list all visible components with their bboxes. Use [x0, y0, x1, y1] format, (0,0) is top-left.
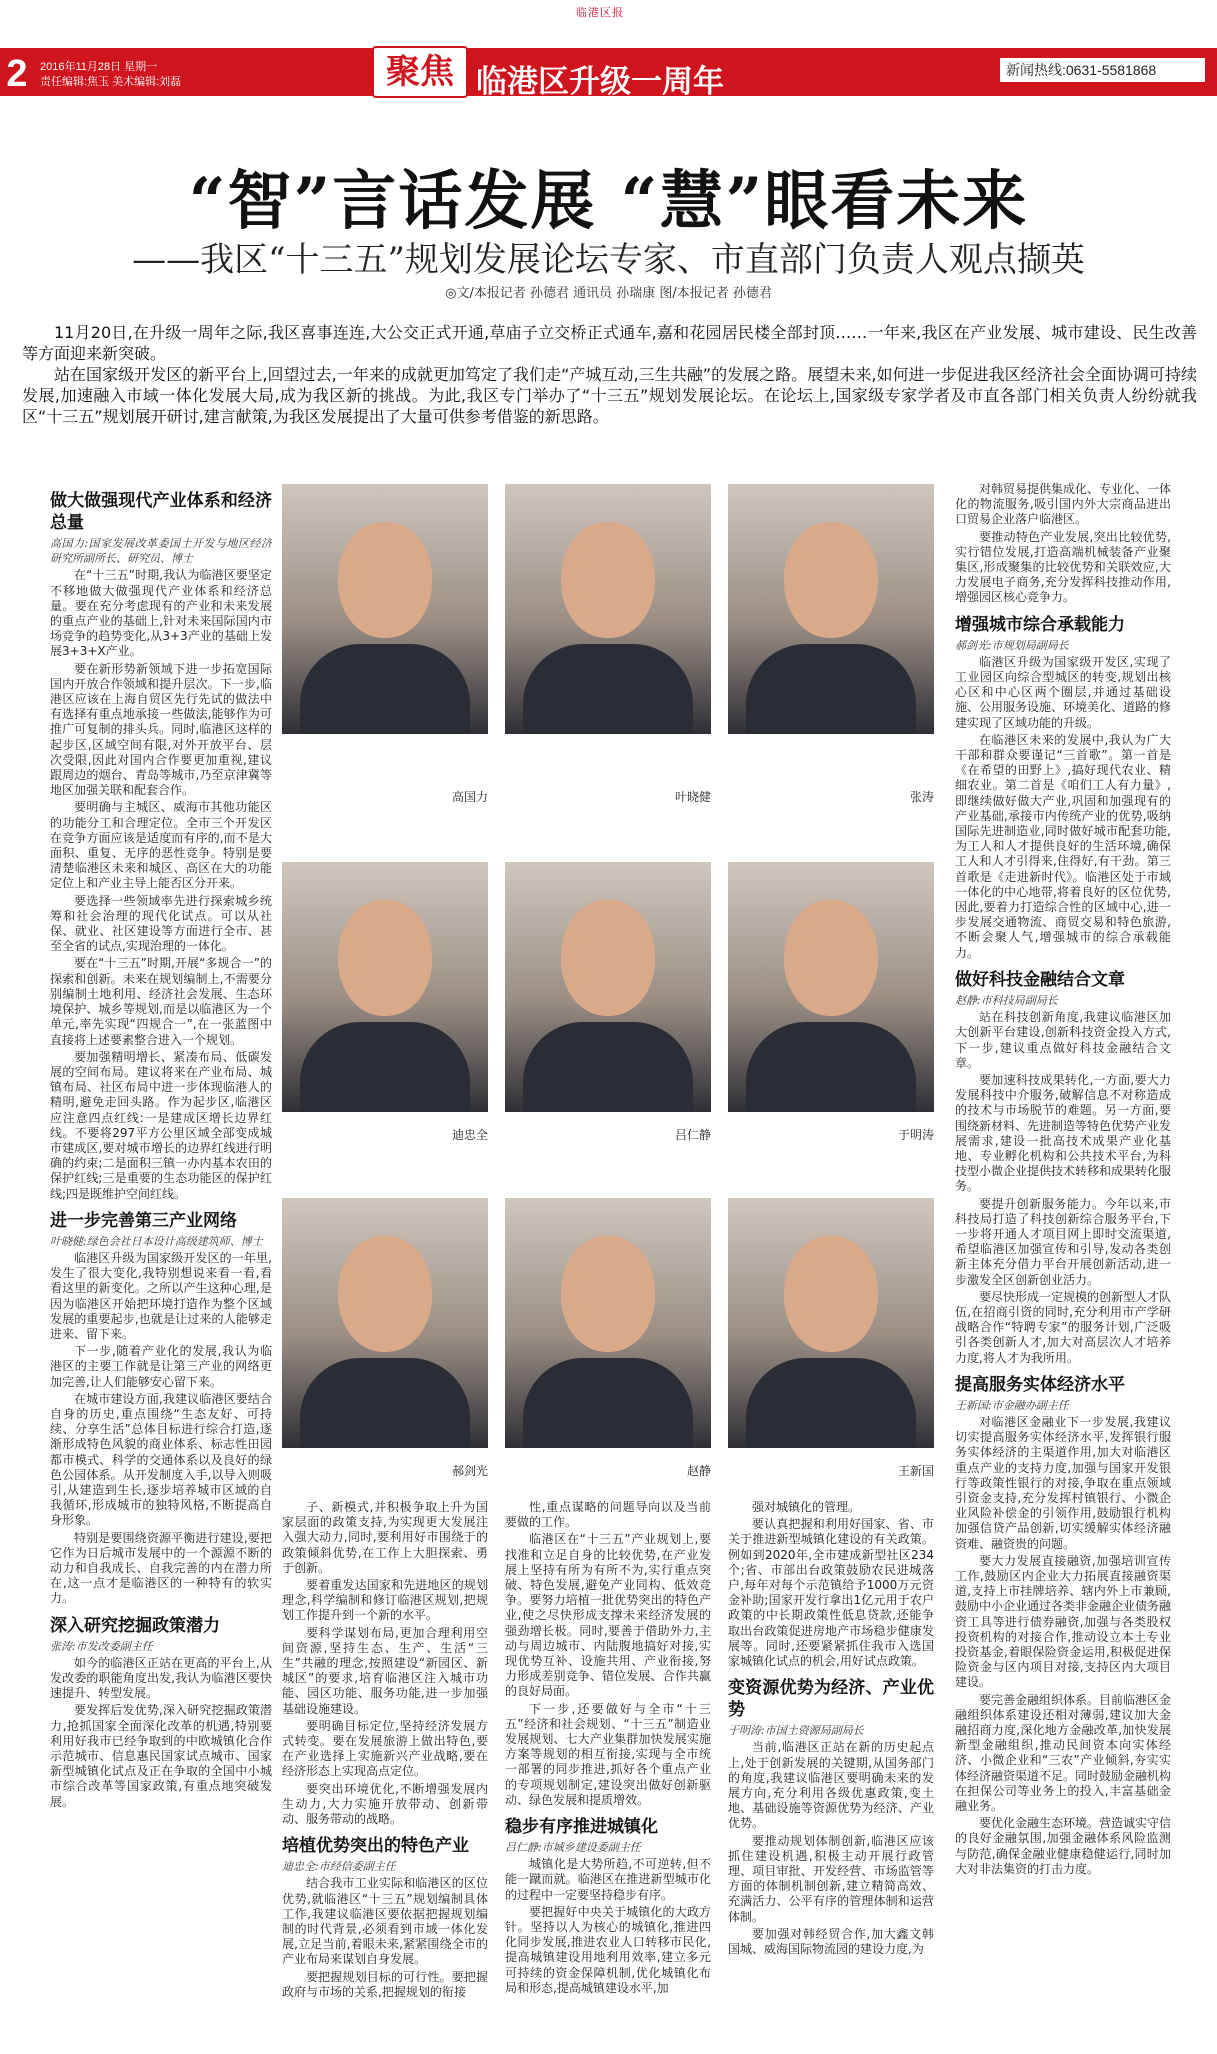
portrait-photo — [728, 1198, 934, 1448]
newspaper-logo: 临港区报 — [576, 6, 624, 19]
paragraph: 要提升创新服务能力。今年以来,市科技局打造了科技创新综合服务平台,下一步将开通人才项目网上即时交流渠道,希望临港区加强宣传和引导,发动各类创新主体充分借力平台开展创新活动,进一步激发全区创新创业活力。 — [955, 1196, 1171, 1287]
portrait-photo — [728, 862, 934, 1112]
speaker-credit: 王新国:市金融办副主任 — [955, 1398, 1069, 1412]
paragraph: 结合我市工业实际和临港区的区位优势,就临港区“十三五”规划编制具体工作,我建议临港区要依据把握规划编制的时代背景,必须看到市域一体化发展,立足当前,着眼未来,紧紧围绕全市的产业布局来谋划自身发展。 — [282, 1876, 488, 1967]
headline: “智”言话发展 “慧”眼看未来 — [188, 164, 1029, 239]
portrait-photo — [282, 1198, 488, 1448]
photo-caption: 高国力 — [451, 790, 488, 804]
paragraph: 要大力发展直接融资,加强培训宣传工作,鼓励区内企业大力拓展直接融资渠道,支持上市挂牌培养、辖内外上市兼顾,鼓励中小企业通过各类非金融企业债务融资工具等进行债券融资,加强与各类股权投资机构的对接合作,推动设立本土专业投资基金,着眼保险资金运用,积极促进保险资金与区内项目对接,支持区内大项目建设。 — [955, 1553, 1171, 1690]
speaker-credit: 于明涛:市国土资源局副局长 — [728, 1724, 864, 1738]
subhead: 深入研究挖掘政策潜力 — [50, 1615, 220, 1636]
subhead: 增强城市综合承载能力 — [955, 614, 1125, 635]
section-logo: 聚焦 — [372, 46, 468, 98]
photo-caption: 于明涛 — [897, 1128, 934, 1142]
news-hotline: 新闻热线:0631-5581868 — [1000, 58, 1205, 82]
speaker-credit: 迪忠全:市经信委副主任 — [282, 1860, 396, 1874]
portrait-photo — [282, 862, 488, 1112]
paragraph: 临港区升级为国家级开发区,实现了工业园区向综合型城区的转变,规划出核心区和中心区两个圈层,并通过基础设施、公用服务设施、环境美化、道路的修建实现了区域功能的升级。 — [955, 654, 1171, 730]
subheadline: ——我区“十三五”规划发展论坛专家、市直部门负责人观点撷英 — [132, 240, 1085, 280]
photo-caption: 叶晓健 — [674, 790, 711, 804]
lead-paragraph: 11月20日,在升级一周年之际,我区喜事连连,大公交正式开通,草庙子立交桥正式通车,嘉和花园居民楼全部封顶……一年来,我区在产业发展、城市建设、民生改善等方面迎来新突破。 — [22, 323, 1197, 363]
paragraph: 临港区在“十三五”产业规划上,要找准和立足自身的比较优势,在产业发展上坚持有所为有所不为,实行重点突破、特色发展,避免产业同构、低效竞争。要努力培植一批优势突出的特色产业,使之尽快形成支撑未来经济发展的强劲增长极。同时,要善于借助外力,主动与周边城市、内陆腹地搞好对接,实现优势互补、设施共用、产业衔接,努力形成差别竞争、错位发展、合作共赢的良好局面。 — [505, 1532, 711, 1699]
paragraph: 要推动特色产业发展,突出比较优势,实行错位发展,打造高端机械装备产业聚集区,形成聚集的比较优势和关联效应,大力发展电子商务,充分发挥科技推动作用,增强园区核心竞争力。 — [955, 529, 1171, 605]
paragraph: 要明确目标定位,坚持经济发展方式转变。要在发展旅游上做出特色,要在产业选择上实施新兴产业战略,要在经济形态上实现高点定位。 — [282, 1718, 488, 1779]
paragraph: 特别是要围绕资源平衡进行建设,要把它作为日后城市发展中的一个源源不断的动力和自我成长、自我完善的内在潜力所在,这一点才是临港区的一种特有的软实力。 — [50, 1530, 272, 1606]
paragraph: 要把握好中央关于城镇化的大政方针。坚持以人为核心的城镇化,推进四化同步发展,推进农业人口转移市民化,提高城镇建设用地利用效率,建立多元可持续的资金保障机制,优化城镇化布局和形态,提高城镇建设水平,加 — [505, 1904, 711, 1995]
editor-line: 责任编辑:焦玉 美术编辑:刘磊 — [40, 76, 182, 88]
photo-caption: 赵静 — [686, 1464, 711, 1478]
paragraph: 在城市建设方面,我建议临港区要结合自身的历史,重点围绕“生态友好、可持续、分享生活”总体目标进行综合打造,逐渐形成特色风貌的商业体系、标志性田园都市模式、科学的交通体系以及良好的绿色公园体系。从开发制度入手,以导入则吸引,从建造到生长,逐步培养城市区域的自我循环,形成城市的独特风格,不断提高自身形象。 — [50, 1391, 272, 1528]
speaker-credit: 张涛:市发改委副主任 — [50, 1639, 153, 1653]
paragraph: 下一步,还要做好与全市“十三五”经济和社会规划、“十三五”制造业发展规划、七大产业集群加快发展实施方案等规划的相互衔接,实现与全市统一部署的同步推进,抓好各个重点产业的专项规划制定,建设突出做好创新驱动、绿色发展和提质增效。 — [505, 1701, 711, 1807]
subhead: 稳步有序推进城镇化 — [505, 1817, 658, 1838]
paragraph: 要推动规划体制创新,临港区应该抓住建设机遇,积极主动开展行政管理、项目审批、开发经营、市场监管等方面的体制机制创新,建立精简高效、充满活力、公平有序的管理体制和运营体制。 — [728, 1833, 934, 1924]
paragraph: 要加速科技成果转化,一方面,要大力发展科技中介服务,破解信息不对称造成的技术与市场脱节的难题。另一方面,要围绕新材料、先进制造等特色优势产业发展需求,建设一批高技术成果产业化基地、专业孵化机构和公共技术平台,为科技型小微企业提供技术转移和成果转化服务。 — [955, 1072, 1171, 1194]
portrait-photo — [505, 484, 711, 734]
byline: ◎文/本报记者 孙德君 通讯员 孙瑞康 图/本报记者 孙德君 — [445, 286, 772, 301]
photo-caption: 迪忠全 — [451, 1128, 488, 1142]
speaker-credit: 吕仁静:市城乡建设委副主任 — [505, 1841, 641, 1855]
lead-paragraphs — [22, 322, 1197, 427]
paragraph: 要在“十三五”时期,开展“多规合一”的探索和创新。未来在规划编制上,不需要分别编制土地利用、经济社会发展、生态环境保护、城乡等规划,而是以临港区为一个单元,率先实现“四规合一”,在一张蓝图中直接将上述要素整合进入一个规划。 — [50, 956, 272, 1047]
portrait-photo — [505, 862, 711, 1112]
column-1 — [50, 482, 272, 2052]
subhead: 进一步完善第三产业网络 — [50, 1210, 237, 1231]
subhead: 做好科技金融结合文章 — [955, 969, 1125, 990]
paragraph: 强对城镇化的管理。 — [752, 1500, 861, 1514]
paragraph: 要选择一些领域率先进行探索城乡统筹和社会治理的现代化试点。可以从社保、就业、社区建设等方面进行全市、甚至全省的试点,实现治理的一体化。 — [50, 893, 272, 954]
paragraph: 下一步,随着产业化的发展,我认为临港区的主要工作就是让第三产业的网络更加完善,让人们能够安心留下来。 — [50, 1344, 272, 1389]
photo-caption: 郝剑光 — [451, 1464, 488, 1478]
speaker-credit: 郝剑光:市规划局副局长 — [955, 638, 1069, 652]
portrait-photo — [282, 484, 488, 734]
paragraph: 城镇化是大势所趋,不可逆转,但不能一蹴而就。临港区在推进新型城市化的过程中一定要坚持稳步有序。 — [505, 1857, 711, 1902]
subhead: 做大做强现代产业体系和经济总量 — [50, 491, 272, 533]
paragraph: 要科学谋划布局,更加合理利用空间资源,坚持生态、生产、生活“三生”共融的理念,按照建设“新园区、新城区”的要求,培育临港区注入城市功能、园区功能、服务功能,进一步加强基础设施建设。 — [282, 1625, 488, 1716]
paragraph: 要发挥后发优势,深入研究挖掘政策潜力,抢抓国家全面深化改革的机遇,特别要利用好我市已经争取到的中欧城镇化合作示范城市、信息惠民国家试点城市、国家新型城镇化试点及正在争取的全国中小城市综合改革等国家政策,有重点地突破发展。 — [50, 1703, 272, 1809]
subhead: 变资源优势为经济、产业优势 — [728, 1678, 934, 1721]
paragraph: 子、新模式,并积极争取上升为国家层面的政策支持,为实现更大发展注入强大动力,同时,要利用好市围绕于的政策倾斜优势,在工作上大胆探索、勇于创新。 — [282, 1500, 488, 1575]
column-5 — [955, 482, 1171, 2052]
column-3 — [505, 1500, 711, 2050]
paragraph: 要认真把握和利用好国家、省、市关于推进新型城镇化建设的有关政策。例如到2020年,全市建成新型社区234个;省、市部出台政策鼓励农民进城落户,每年对每个示范镇给予1000万元资金补助;国家开发行拿出1亿元用于农户政策的中长期政策性低息贷款,还能争取出台政策促进房地产市场稳步健康发展等。同时,还要紧紧抓住我市入选国家城镇化试点的机会,用好试点政策。 — [728, 1517, 934, 1669]
paragraph: 要明确与主城区、威海市其他功能区的功能分工和合理定位。全市三个开发区在竞争方面应该是适度而有序的,而不是大面积、重复、无序的恶性竞争。特别是要清楚临港区未来和城区、高区在大的功能定位上和产业主导上能否区分开来。 — [50, 800, 272, 891]
page-number: 2 — [6, 53, 28, 95]
paragraph: 当前,临港区正站在新的历史起点上,处于创新发展的关键期,从国务部门的角度,我建议临港区要明确未来的发展方向,充分利用各级优惠政策,变土地、基础设施等资源优势为经济、产业优势。 — [728, 1740, 934, 1831]
lead-paragraph: 站在国家级开发区的新平台上,回望过去,一年来的成就更加笃定了我们走“产城互动,三生共融”的发展之路。展望未来,如何进一步促进我区经济社会全面协调可持续发展,加速融入市域一体化发展大局,成为我区新的挑战。为此,我区专门举办了“十三五”规划发展论坛。在论坛上,国家级专家学者及市直各部门相关负责人纷纷就我区“十三五”规划展开研讨,建言献策,为我区发展提出了大量可供参考借鉴的新思路。 — [22, 365, 1197, 426]
subhead: 培植优势突出的特色产业 — [282, 1836, 469, 1857]
subhead: 提高服务实体经济水平 — [955, 1374, 1125, 1395]
paragraph: 临港区升级为国家级开发区的一年里,发生了很大变化,我特别想说来看一看,看看这里的新变化。之所以产生这种心理,是因为临港区开始把环境打造作为整个区域发展的重要起步,也就是让过来的人能够走进来、留下来。 — [50, 1250, 272, 1341]
paragraph: 要在新形势新领域下进一步拓宽国际国内开放合作领域和提升层次。下一步,临港区应该在上海自贸区先行先试的做法中有选择有重点地承接一些做法,能够作为可推广可复制的排头兵。同时,临港区这样的起步区,区域空间有限,对外开放平台、层次受限,因此对国内合作要更加重视,建议跟周边的烟台、青岛等城市,乃至京津冀等地区加强关联和配套合作。 — [50, 661, 272, 798]
photo-caption: 王新国 — [897, 1464, 934, 1478]
photo-caption: 吕仁静 — [674, 1128, 711, 1142]
paragraph: 要着重发达国家和先进地区的规划理念,科学编制和修订临港区规划,把规划工作提升到一个新的水平。 — [282, 1578, 488, 1623]
speaker-credit: 赵静:市科技局副局长 — [955, 993, 1058, 1007]
speaker-credit: 叶晓健:绿色会社日本设计高级建筑师、博士 — [50, 1234, 263, 1248]
paragraph: 要完善金融组织体系。目前临港区金融组织体系建设还相对薄弱,建议加大金融招商力度,深化地方金融改革,加快发展新型金融组织,推动民间资本向实体经济、小微企业和“三农”产业倾斜,夯实实体经济融资渠道不足。同时鼓励金融机构在担保公司等业务上的投入,丰富基础金融业务。 — [955, 1692, 1171, 1814]
paragraph: 要优化金融生态环境。营造诚实守信的良好金融氛围,加强金融体系风险监测与防范,确保金融业健康稳健运行,同时加大对非法集资的打击力度。 — [955, 1816, 1171, 1876]
column-2 — [282, 1500, 488, 2050]
paragraph: 要尽快形成一定规模的创新型人才队伍,在招商引资的同时,充分利用市产学研战略合作“特聘专家”的服务计划,广泛吸引各类创新人才,加大对高层次人才培养力度,将人才为我所用。 — [955, 1289, 1171, 1365]
date-line: 2016年11月28日 星期一 — [40, 61, 158, 73]
paragraph: 要加强对韩经贸合作,加大鑫文韩国城、威海国际物流园的建设力度,为 — [728, 1926, 934, 1957]
paragraph: 对临港区金融业下一步发展,我建议切实提高服务实体经济水平,发挥银行服务实体经济的主渠道作用,加大对临港区重点产业的支持力度,加强与国家开发银行等政策性银行的对接,争取在重点领域引资金支持,充分发挥村镇银行、小微企业风险补偿金的引领作用,鼓励银行机构加强信贷产品创新,切实缓解实体经济融资难、融资贵的问题。 — [955, 1414, 1171, 1551]
photo-caption: 张涛 — [909, 790, 934, 804]
speaker-credit: 高国力:国家发展改革委国土开发与地区经济研究所副所长、研究员、博士 — [50, 537, 272, 566]
date-box — [40, 60, 181, 90]
paragraph: 要突出环境优化,不断增强发展内生动力,大力实施开放带动、创新带动、服务带动的战略。 — [282, 1781, 488, 1827]
paragraph: 性,重点谋略的问题导向以及当前要做的工作。 — [505, 1500, 711, 1530]
portrait-photo — [728, 484, 934, 734]
paragraph: 在“十三五”时期,我认为临港区要坚定不移地做大做强现代产业体系和经济总量。要在充分考虑现有的产业和未来发展的重点产业的基础上,针对未来国际国内市场竞争的趋势变化,从3+3产业的基础上发展3+3+X产业。 — [50, 568, 272, 659]
paragraph: 要把握规划目标的可行性。要把握政府与市场的关系,把握规划的衔接 — [282, 1969, 488, 1999]
paragraph: 站在科技创新角度,我建议临港区加大创新平台建设,创新科技资金投入方式,下一步,建议重点做好科技金融结合文章。 — [955, 1010, 1171, 1070]
paragraph: 在临港区未来的发展中,我认为广大干部和群众要谨记“三首歌”。第一首是《在希望的田野上》,搞好现代农业、精细农业。第二首是《咱们工人有力量》,即继续做好做大产业,巩固和加强现有的产业基础,承接市内传统产业的优势,吸纳国际先进制造业,同时做好城市配套功能,为工人和人才提供良好的生活环境,确保工人和人才引得来,住得好,有干劲。第三首歌是《走进新时代》。临港区处于市域一体化的中心地带,将着良好的区位优势,因此,要着力打造综合性的区域中心,进一步发展交通物流、商贸交易和特色旅游,不断会聚人气,增强城市的综合承载能力。 — [955, 732, 1171, 960]
paragraph: 要加强精明增长、紧凑布局、低碳发展的空间布局。建议将来在产业布局、城镇布局、社区布局中进一步体现临港人的精明,避免走回头路。作为起步区,临港区应注意四点红线:一是建成区增长边界红线。不要将297平方公里区域全部变成城市建成区,要对城市增长的边界红线进行明确的约束;二是面积三镇一办内基本农田的保护红线;三是重要的生态功能区的保护红线;四是既维护空间红线。 — [50, 1049, 272, 1201]
column-4 — [728, 1500, 934, 2050]
portrait-photo — [505, 1198, 711, 1448]
paragraph: 对韩贸易提供集成化、专业化、一体化的物流服务,吸引国内外大宗商品进出口贸易企业落户临港区。 — [955, 482, 1171, 527]
section-title: 临港区升级一周年 — [476, 64, 724, 100]
paragraph: 如今的临港区正站在更高的平台上,从发改委的职能角度出发,我认为临港区要快速提升、转型发展。 — [50, 1655, 272, 1701]
